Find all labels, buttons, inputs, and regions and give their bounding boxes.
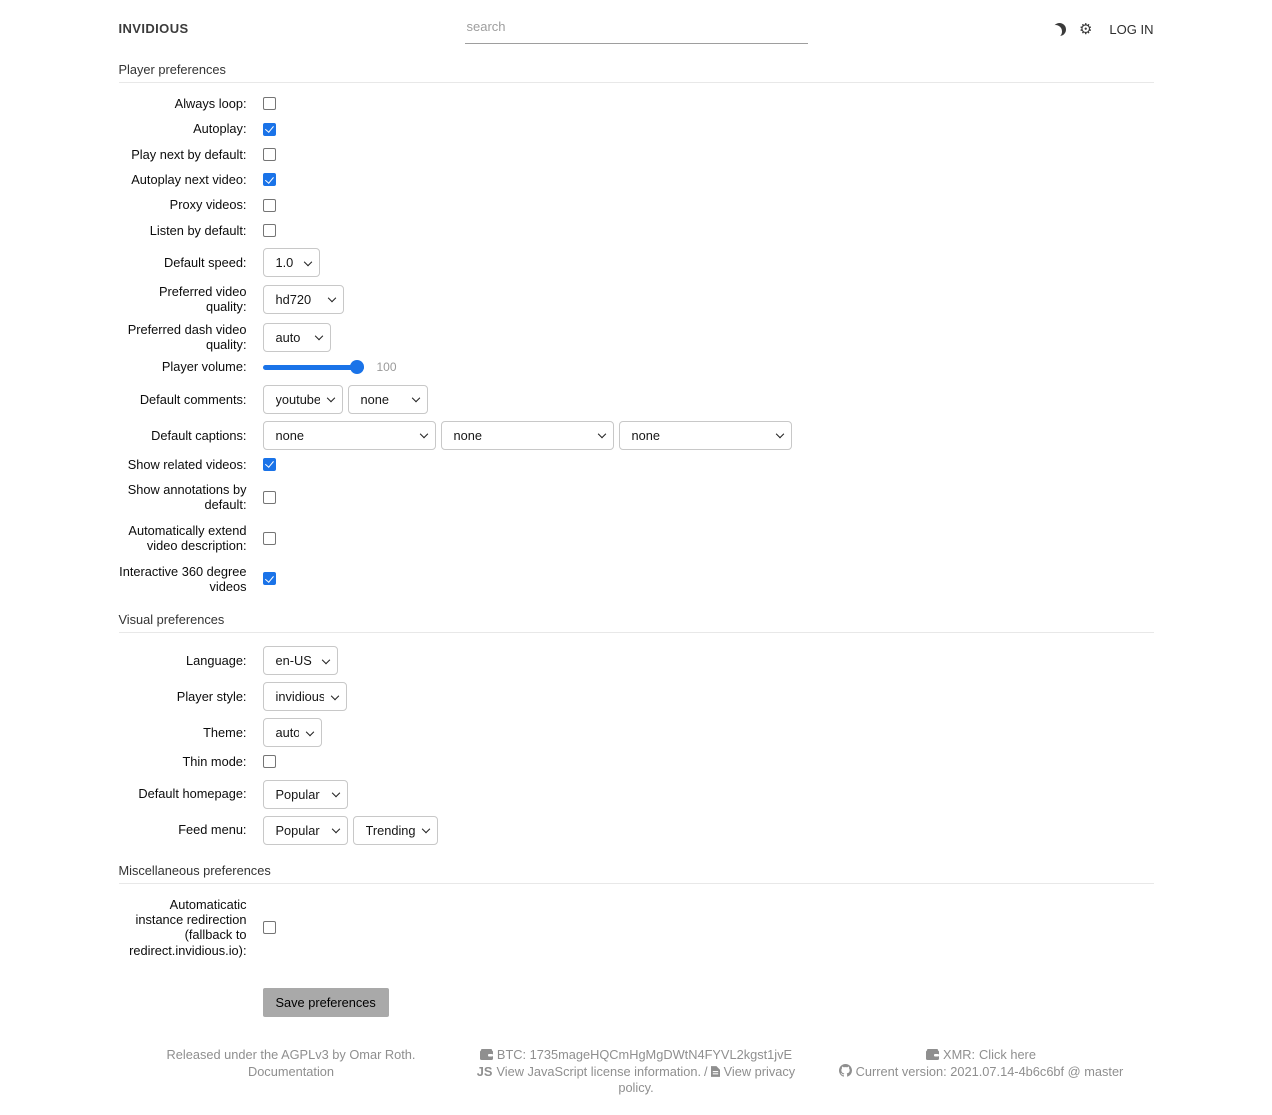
captions-select-2[interactable]: [441, 421, 614, 450]
pref-row: [119, 646, 1154, 675]
top-navbar: [119, 0, 1154, 44]
comments-select-2[interactable]: [348, 385, 428, 414]
gear-icon[interactable]: ⚙: [1078, 20, 1093, 38]
extend-description-checkbox[interactable]: [263, 532, 276, 545]
pref-label: Thin mode:: [182, 754, 247, 770]
pref-row: [119, 897, 1154, 958]
version-text: Current version: 2021.07.14-4b6c6bf @ master: [855, 1064, 1124, 1080]
footer: [119, 1047, 1154, 1115]
pref-label: Listen by default:: [149, 222, 247, 238]
pref-label: Always loop:: [174, 96, 247, 111]
moon-icon[interactable]: [1053, 23, 1066, 36]
player-volume-slider[interactable]: [263, 360, 364, 374]
feed-menu-select-2[interactable]: [353, 816, 438, 845]
comments-select-2-wrap: [348, 385, 428, 414]
navbar-center: [465, 14, 808, 44]
license-text: Released under the AGPLv3 by Omar Roth.: [166, 1046, 416, 1062]
save-preferences-button[interactable]: Save preferences: [263, 988, 389, 1017]
play-next-checkbox[interactable]: [263, 148, 276, 161]
section-title-player: Player preferences: [118, 62, 226, 77]
language-select[interactable]: [263, 646, 338, 675]
section-divider: [119, 883, 1154, 884]
pref-label: Default captions:: [151, 427, 247, 443]
pref-label: Play next by default:: [131, 146, 247, 162]
dash-quality-select-wrap: [263, 323, 331, 352]
btc-address: BTC: 1735mageHQCmHgMgDWtN4FYVL2kgst1jvE: [496, 1046, 793, 1062]
document-icon: [711, 1066, 720, 1077]
pref-row: [119, 284, 1154, 315]
instance-redirect-checkbox[interactable]: [263, 921, 276, 934]
pref-label: Player style:: [176, 689, 247, 705]
captions-select-3[interactable]: [619, 421, 792, 450]
player-volume-value: 100: [376, 360, 397, 375]
pref-label: Interactive 360 degree videos: [119, 563, 247, 594]
video-quality-select-wrap: [263, 285, 344, 314]
navbar-right: [808, 22, 1154, 37]
pref-row: [119, 96, 1154, 111]
player-style-select[interactable]: [263, 682, 347, 711]
pref-label: Player volume:: [161, 359, 247, 375]
autoplay-next-video-checkbox[interactable]: [263, 173, 276, 186]
default-speed-select[interactable]: [263, 248, 320, 277]
feed-menu-select-2-wrap: [353, 816, 438, 845]
captions-select-3-wrap: [619, 421, 792, 450]
pref-row: [119, 457, 1154, 472]
comments-select-1-wrap: [263, 385, 343, 414]
wallet-icon: [926, 1049, 939, 1060]
slider-thumb[interactable]: [350, 360, 364, 374]
language-select-wrap: [263, 646, 338, 675]
footer-donate-column: [464, 1047, 809, 1097]
pref-label: Automatically extend video description:: [128, 522, 247, 554]
pref-label: Automaticatic instance redirection (fallback to redirect.invidious.io):: [129, 896, 247, 958]
dash-quality-select[interactable]: [263, 323, 331, 352]
login-link[interactable]: LOG IN: [1109, 21, 1154, 37]
pref-row: [119, 385, 1154, 414]
wallet-icon: [480, 1049, 493, 1060]
pref-label: Feed menu:: [178, 822, 247, 838]
pref-label: Theme:: [203, 725, 247, 741]
pref-label: Preferred video quality:: [159, 284, 247, 315]
pref-row: [119, 121, 1154, 136]
pref-row: [119, 816, 1154, 845]
github-icon: [839, 1064, 852, 1077]
default-homepage-select-wrap: [263, 780, 348, 809]
pref-label: Autoplay:: [193, 121, 247, 137]
pref-label: Autoplay next video:: [131, 172, 247, 188]
pref-label: Default comments:: [139, 391, 247, 407]
pref-label: Proxy videos:: [169, 197, 247, 213]
pref-label: Show annotations by default:: [127, 482, 247, 513]
default-speed-select-wrap: [263, 248, 320, 277]
pref-row: [119, 718, 1154, 747]
pref-label: Show related videos:: [127, 456, 247, 472]
section-title-visual: Visual preferences: [118, 612, 225, 628]
theme-select-wrap: [263, 718, 322, 747]
feed-menu-select-1[interactable]: [263, 816, 348, 845]
search-input[interactable]: [465, 14, 808, 44]
captions-select-2-wrap: [441, 421, 614, 450]
pref-row: [119, 523, 1154, 554]
pref-row: [119, 147, 1154, 162]
default-homepage-select[interactable]: [263, 780, 348, 809]
footer-license-column: [119, 1047, 464, 1097]
pref-label: Default speed:: [163, 254, 247, 270]
pref-row: [119, 322, 1154, 353]
captions-select-1[interactable]: [263, 421, 436, 450]
footer-version-column: [809, 1047, 1154, 1097]
proxy-videos-checkbox[interactable]: [263, 199, 276, 212]
privacy-policy-link[interactable]: View privacy policy.: [618, 1064, 796, 1095]
autoplay-checkbox[interactable]: [263, 123, 276, 136]
always-loop-checkbox[interactable]: [263, 97, 276, 110]
pref-row: [119, 172, 1154, 187]
brand-logo[interactable]: INVIDIOUS: [118, 21, 189, 36]
pref-row: [119, 682, 1154, 711]
captions-select-1-wrap: [263, 421, 436, 450]
theme-select[interactable]: [263, 718, 322, 747]
js-icon: JS: [476, 1064, 493, 1080]
xmr-label: XMR:: [943, 1046, 976, 1062]
pref-row: [119, 421, 1154, 450]
pref-row: [119, 482, 1154, 513]
pref-row: [119, 197, 1154, 212]
navbar-left: [119, 20, 465, 38]
pref-row: [119, 564, 1154, 595]
video-quality-select[interactable]: [263, 285, 344, 314]
player-style-select-wrap: [263, 682, 347, 711]
show-annotations-checkbox[interactable]: [263, 491, 276, 504]
pref-row: [119, 359, 1154, 374]
pref-row: [119, 248, 1154, 277]
footer-separator: /: [704, 1064, 708, 1080]
pref-label: Preferred dash video quality:: [127, 321, 247, 353]
pref-label: Default homepage:: [138, 786, 247, 802]
pref-row: [119, 754, 1154, 769]
comments-select-1[interactable]: [263, 385, 343, 414]
pref-row: [119, 780, 1154, 809]
xmr-link[interactable]: Click here: [979, 1046, 1036, 1062]
page-container: [119, 0, 1154, 1115]
slider-track: [263, 365, 364, 370]
section-divider: [119, 82, 1154, 83]
thin-mode-checkbox[interactable]: [263, 755, 276, 768]
documentation-link[interactable]: Documentation: [247, 1064, 335, 1080]
show-related-videos-checkbox[interactable]: [263, 458, 276, 471]
interactive-360-checkbox[interactable]: [263, 572, 276, 585]
pref-label: Language:: [186, 653, 247, 669]
pref-row: [119, 223, 1154, 238]
js-license-link[interactable]: View JavaScript license information.: [496, 1064, 702, 1080]
section-divider: [119, 632, 1154, 633]
feed-menu-select-1-wrap: [263, 816, 348, 845]
listen-by-default-checkbox[interactable]: [263, 224, 276, 237]
section-title-misc: Miscellaneous preferences: [118, 862, 271, 878]
